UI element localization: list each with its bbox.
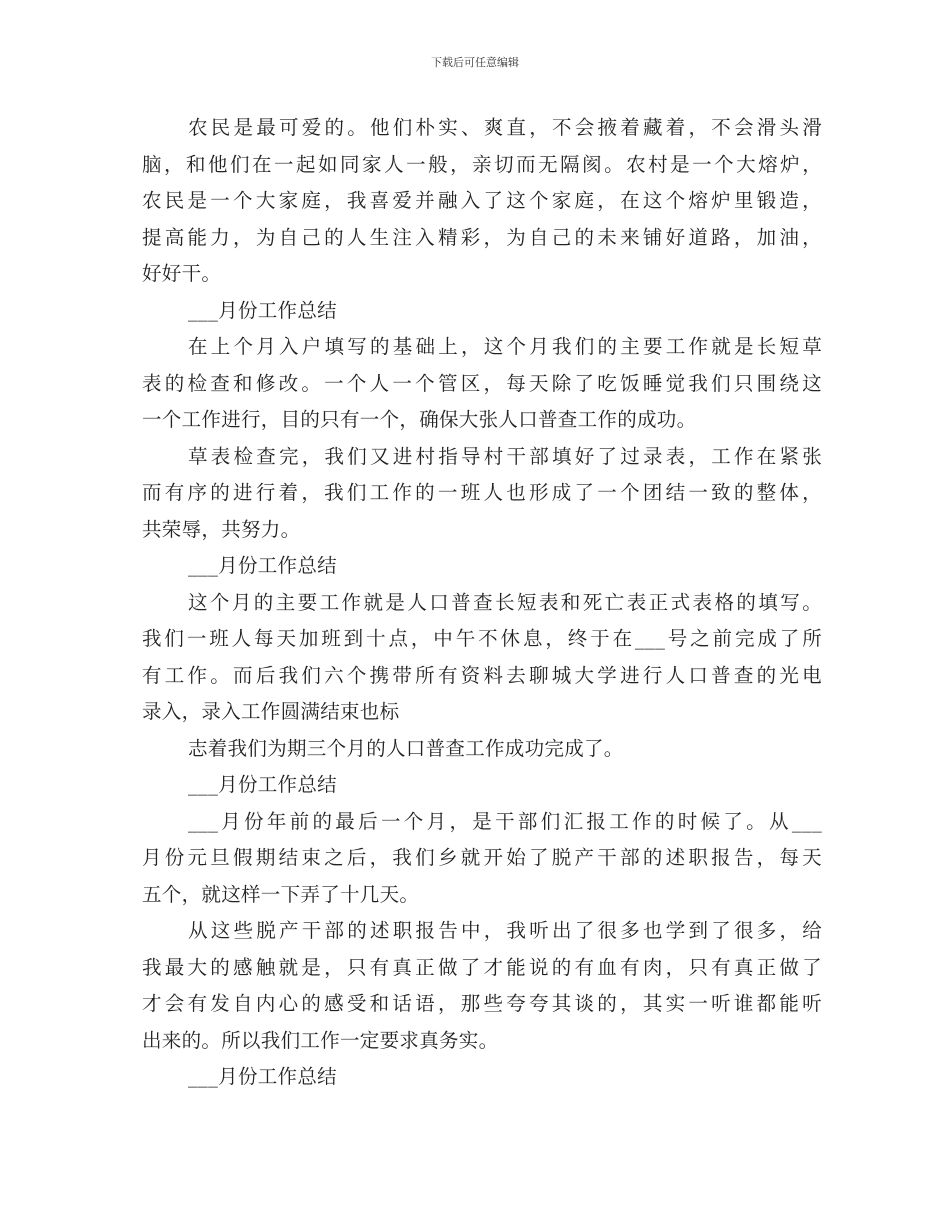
document-body: [142, 110, 822, 1096]
text-line: 表的检查和修改。一个人一个管区，每天除了吃饭睡觉我们只围绕这: [142, 371, 822, 395]
heading-text: ___月份工作总结: [188, 554, 337, 577]
text-line: 我最大的感触就是，只有真正做了才能说的有血有肉，只有真正做了: [142, 955, 822, 979]
text-line: 五个，就这样一下弄了十几天。: [142, 882, 420, 906]
paragraph: [142, 804, 822, 914]
heading-text: ___月份工作总结: [188, 1065, 337, 1088]
page-header: 下载后可任意编辑: [431, 56, 519, 69]
text-line: 共荣辱，共努力。: [142, 517, 301, 541]
paragraph: [142, 329, 822, 439]
text-line: 有工作。而后我们六个携带所有资料去聊城大学进行人口普查的光电: [142, 663, 822, 687]
text-line: 录入，录入工作圆满结束也标: [142, 700, 400, 723]
paragraph: [142, 110, 822, 293]
text-line: 月份元旦假期结束之后，我们乡就开始了脱产干部的述职报告，每天: [142, 846, 822, 869]
section-heading: [142, 293, 822, 330]
text-line: 志着我们为期三个月的人口普查工作成功完成了。: [188, 736, 624, 760]
text-line: 一个工作进行，目的只有一个，确保大张人口普查工作的成功。: [142, 408, 697, 431]
text-line: 出来的。所以我们工作一定要求真务实。: [142, 1028, 499, 1052]
paragraph: [142, 439, 822, 549]
paragraph: [142, 913, 822, 1059]
text-line: ___月份年前的最后一个月，是干部们汇报工作的时候了。从___: [188, 809, 822, 833]
text-line: 才会有发自内心的感受和话语，那些夸夸其谈的，其实一听谁都能听: [142, 992, 822, 1015]
paragraph: [142, 585, 822, 731]
text-line: 在上个月入户填写的基础上，这个月我们的主要工作就是长短草: [188, 335, 822, 358]
text-line: 提高能力，为自己的人生注入精彩，为自己的未来铺好道路，加油，: [142, 225, 822, 249]
text-line: 农民是一个大家庭，我喜爱并融入了这个家庭，在这个熔炉里锻造，: [142, 189, 822, 212]
text-line: 草表检查完，我们又进村指导村干部填好了过录表，工作在紧张: [188, 444, 822, 468]
text-line: 好好干。: [142, 262, 222, 285]
heading-text: ___月份工作总结: [188, 773, 337, 796]
text-line: 而有序的进行着，我们工作的一班人也形成了一个团结一致的整体，: [142, 481, 822, 504]
section-heading: [142, 1059, 822, 1096]
heading-text: ___月份工作总结: [188, 298, 337, 322]
text-line: 我们一班人每天加班到十点，中午不休息，终于在___号之前完成了所: [142, 627, 822, 650]
section-heading: [142, 548, 822, 585]
section-heading: [142, 767, 822, 804]
paragraph: [142, 731, 822, 768]
text-line: 从这些脱产干部的述职报告中，我听出了很多也学到了很多，给: [188, 919, 822, 942]
text-line: 农民是最可爱的。他们朴实、爽直，不会掖着藏着，不会滑头滑: [188, 116, 822, 139]
text-line: 这个月的主要工作就是人口普查长短表和死亡表正式表格的填写。: [188, 590, 822, 614]
text-line: 脑，和他们在一起如同家人一般，亲切而无隔阂。农村是一个大熔炉，: [142, 152, 822, 176]
